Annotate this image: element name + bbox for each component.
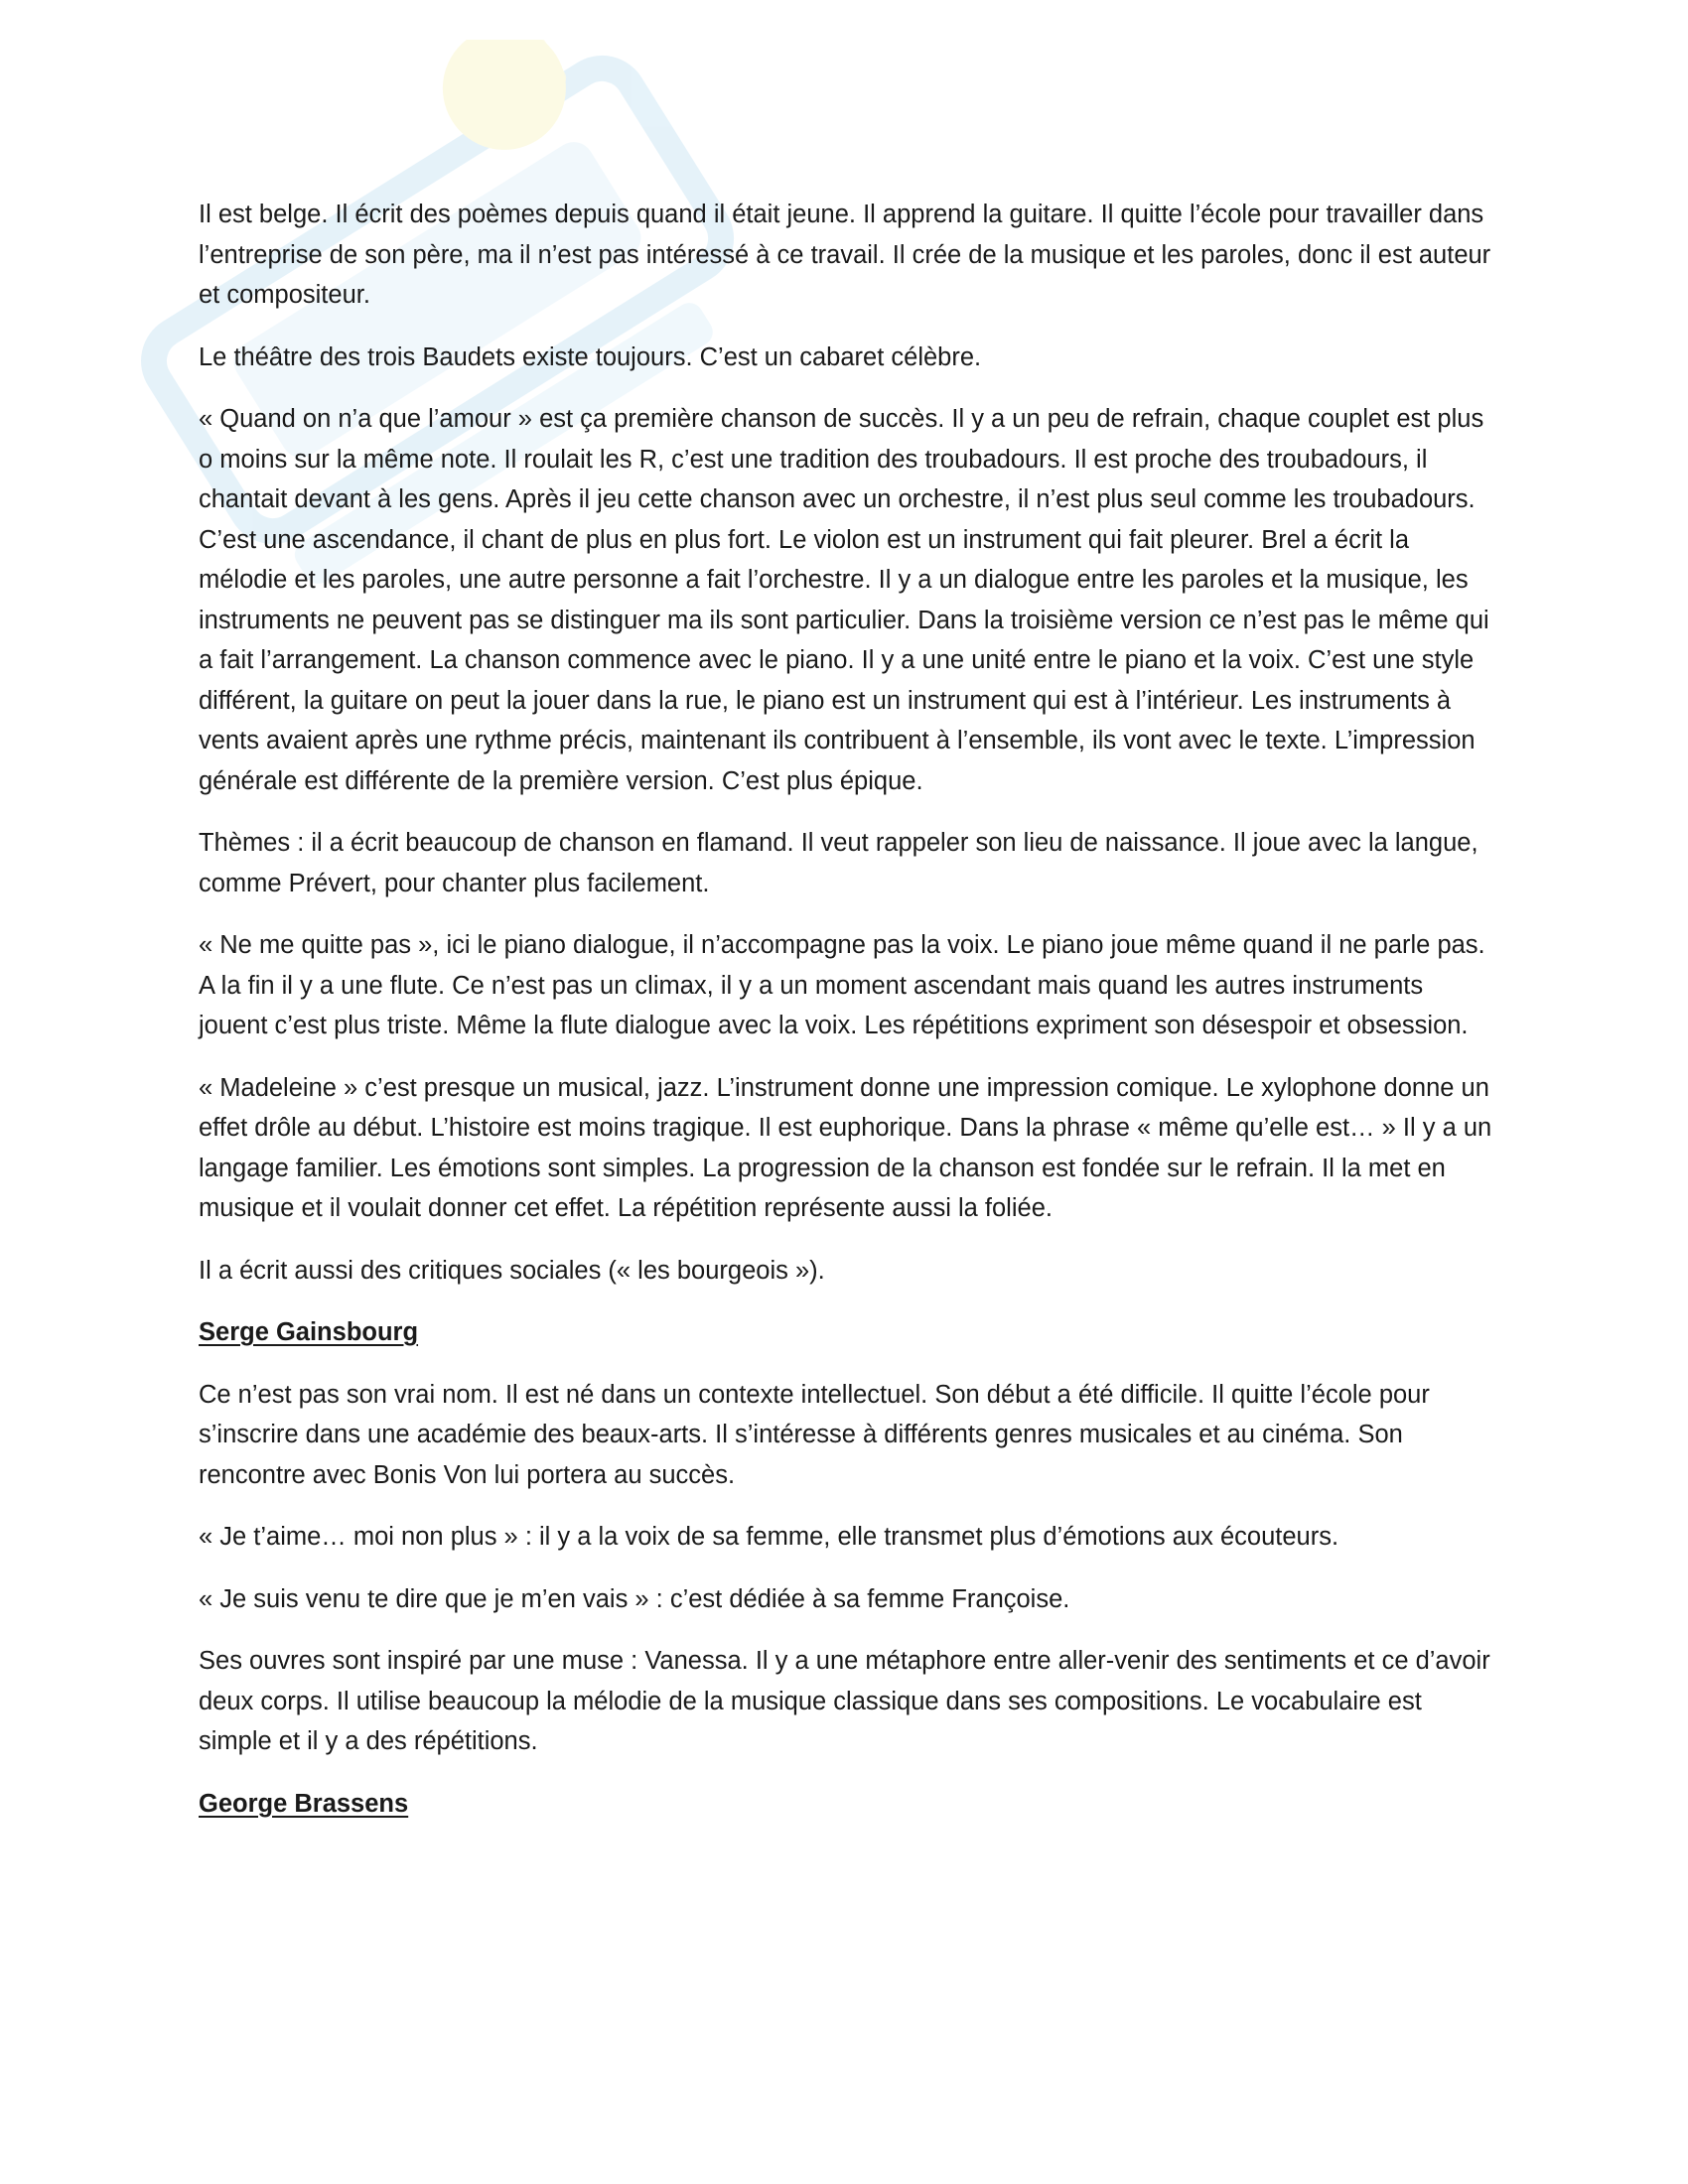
paragraph-critiques-sociales: Il a écrit aussi des critiques sociales (« les bourgeois »). [199,1256,825,1285]
document-body [199,195,1494,1845]
paragraph-trois-baudets: Le théâtre des trois Baudets existe toujours. C’est un cabaret célèbre. [199,342,982,371]
paragraph-quand-on-na-que-lamour: « Quand on n’a que l’amour » est ça première chanson de succès. Il y a un peu de refrain, chaque couplet est plus o moins sur la même note. Il roulait les R, c’est une tradition des troubadours. Il est proche des troubadours, il chantait devant à les gens. Après il jeu cette chanson avec un orchestre, il n’est plus seul comme les troubadours. C’est une ascendance, il chant de plus en plus fort. Le violon est un instrument qui fait pleurer. Brel a écrit la mélodie et les paroles, une autre personne a fait l’orchestre. Il y a un dialogue entre les paroles et la musique, les instruments ne peuvent pas se distinguer ma ils sont particulier. Dans la troisième version ce n’est pas le même qui a fait l’arrangement. La chanson commence avec le piano. Il y a une unité entre le piano et la voix. C’est une style différent, la guitare on peut la jouer dans la rue, le piano est un instrument qui est à l’intérieur. Les instruments à vents avaient après une rythme précis, maintenant ils contribuent à l’ensemble, ils vont avec le texte. L’impression générale est différente de la première version. C’est plus épique. [199,405,1489,795]
paragraph-je-taime: « Je t’aime… moi non plus » : il y a la voix de sa femme, elle transmet plus d’émotions aux écouteurs. [199,1523,1339,1551]
paragraph-themes: Thèmes : il a écrit beaucoup de chanson en flamand. Il veut rappeler son lieu de naissance. Il joue avec la langue, comme Prévert, pour chanter plus facilement. [199,829,1478,897]
paragraph-madeleine: « Madeleine » c’est presque un musical, jazz. L’instrument donne une impression comique. Le xylophone donne un effet drôle au début. L’histoire est moins tragique. Il est euphorique. Dans la phrase « même qu’elle est… » Il y a un langage familier. Les émotions sont simples. La progression de la chanson est fondée sur le refrain. Il la met en musique et il voulait donner cet effet. La répétition représente aussi la foliée. [199,1073,1492,1222]
paragraph-ne-me-quitte-pas: « Ne me quitte pas », ici le piano dialogue, il n’accompagne pas la voix. Le piano joue même quand il ne parle pas. A la fin il y a une flute. Ce n’est pas un climax, il y a un moment ascendant mais quand les autres instruments jouent c’est plus triste. Même la flute dialogue avec la voix. Les répétitions expriment son désespoir et obsession. [199,931,1485,1039]
gainsbourg-section [199,1312,1494,1762]
brassens-section [199,1784,1494,1825]
paragraph-muse-vanessa: Ses ouvres sont inspiré par une muse : Vanessa. Il y a une métaphore entre aller-venir des sentiments et ce d’avoir deux corps. Il utilise beaucoup la mélodie de la musique classique dans ses compositions. Le vocabulaire est simple et il y a des répétitions. [199,1647,1490,1755]
paragraph-brel-bio: Il est belge. Il écrit des poèmes depuis quand il était jeune. Il apprend la guitare. Il quitte l’école pour travailler dans l’entreprise de son père, ma il n’est pas intéressé à ce travail. Il crée de la musique et les paroles, donc il est auteur et compositeur. [199,201,1491,309]
paragraph-gainsbourg-bio: Ce n’est pas son vrai nom. Il est né dans un contexte intellectuel. Son début a été difficile. Il quitte l’école pour s’inscrire dans une académie des beaux-arts. Il s’intéresse à différents genres musicales et au cinéma. Son rencontre avec Bonis Von lui portera au succès. [199,1380,1430,1489]
section-heading-gainsbourg: Serge Gainsbourg [199,1318,419,1346]
paragraph-je-suis-venu: « Je suis venu te dire que je m’en vais » : c’est dédiée à sa femme Françoise. [199,1584,1070,1613]
section-heading-brassens: George Brassens [199,1789,409,1818]
brel-section [199,195,1494,1291]
